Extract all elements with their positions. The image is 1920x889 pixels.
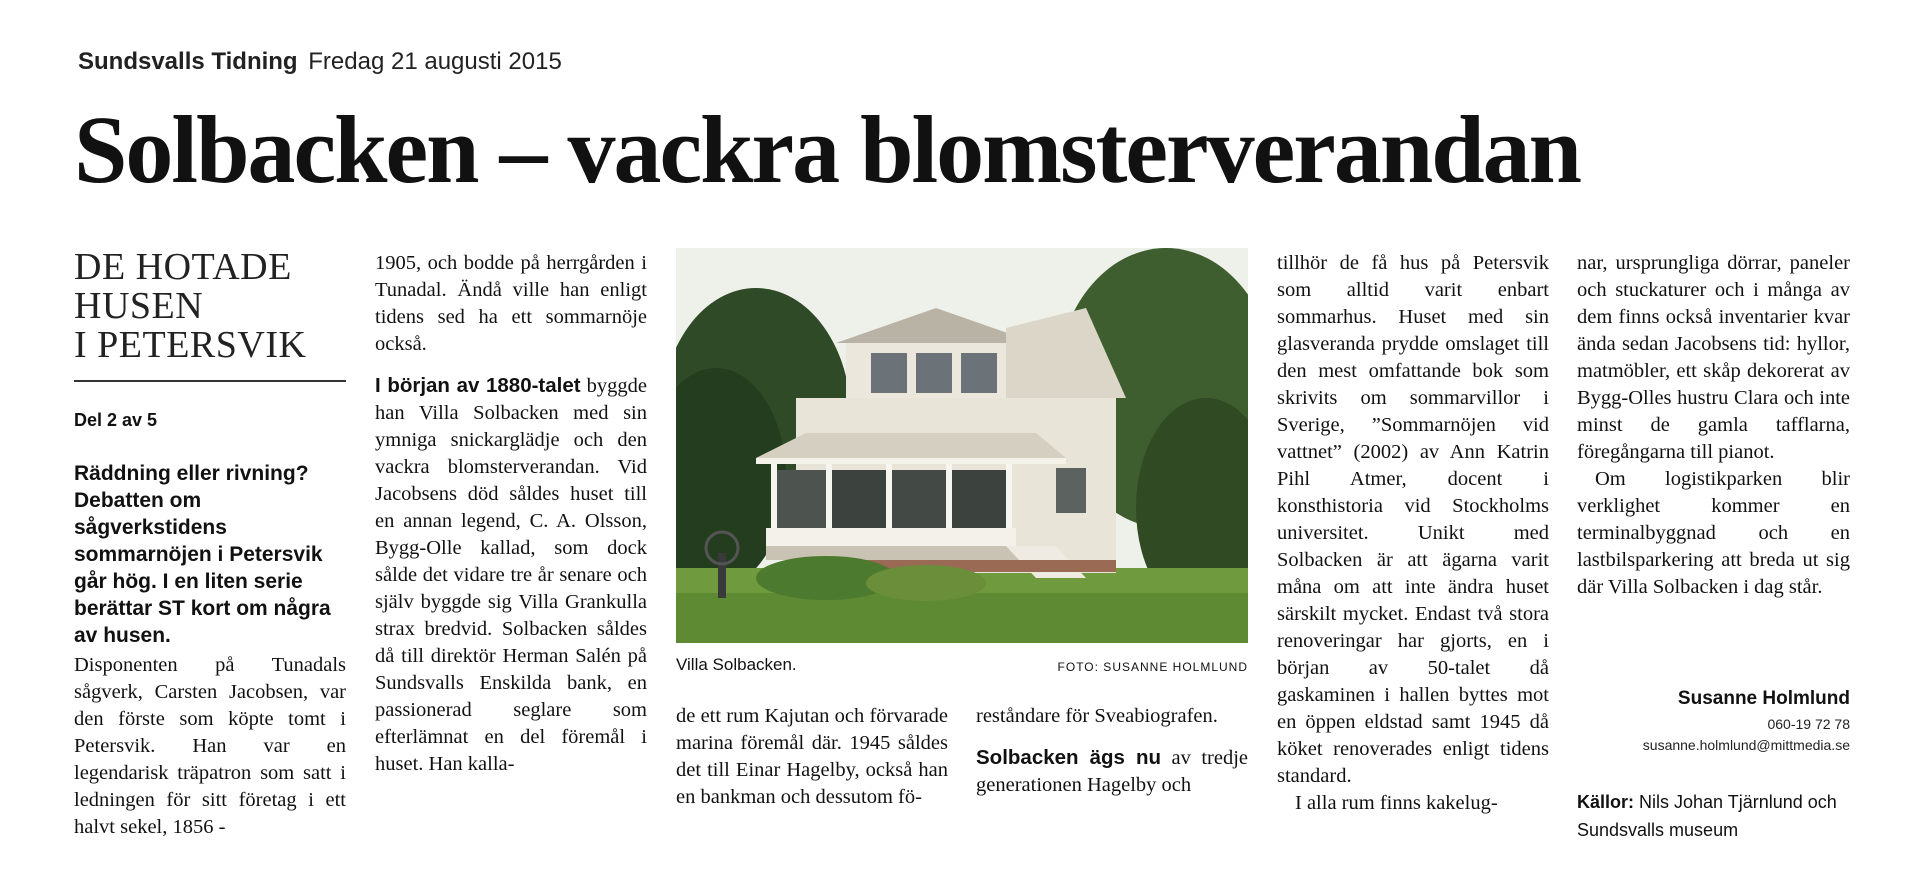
sources-text: Nils Johan Tjärnlund och Sundsvalls museum — [1577, 792, 1837, 840]
house-illustration — [676, 248, 1248, 643]
body-paragraph — [976, 744, 1248, 799]
column-3 — [676, 703, 948, 811]
body-paragraph — [375, 372, 647, 778]
body-paragraph: Om logistikparken blir verklighet kommer en terminalbyggnad och en lastbilsparkering att breda ut sig där Villa Solbacken i dag står. — [1577, 468, 1850, 598]
section-divider — [74, 380, 346, 382]
series-part: Del 2 av 5 — [74, 410, 158, 430]
column-2 — [375, 250, 647, 778]
byline-email: susanne.holmlund@mittmedia.se — [1642, 737, 1850, 753]
byline-phone: 060-19 72 78 — [1767, 716, 1850, 732]
newspaper-name: Sundsvalls Tidning — [78, 48, 298, 75]
column-6 — [1577, 250, 1850, 601]
headline: Solbacken – vackra blomsterverandan — [74, 96, 1581, 203]
section-title-line: I PETERSVIK — [74, 324, 307, 366]
section-title-line: DE HOTADE — [74, 246, 292, 288]
column-5 — [1277, 250, 1549, 817]
body-paragraph: reståndare för Sveabiografen. — [976, 705, 1218, 727]
masthead — [78, 48, 562, 76]
body-paragraph: Disponenten på Tunadals sågverk, Carsten Jacobsen, var den förste som köpte tomt i Petersvik. Han var en legendarisk träpatron som satt i ledningen för sitt företag i ett halvt sekel, 1856 - — [74, 654, 346, 838]
body-paragraph: nar, ursprungliga dörrar, paneler och stuckaturer och i många av dem finns också inventarier kvar ända sedan Jacobsens tid: hyllor, matmöbler, ett skåp dekorerat av Bygg-Olles hustru Clara och inte minst de gamla tafflarna, föregångarna till pianot. — [1577, 252, 1850, 463]
photo-villa-solbacken — [676, 248, 1248, 643]
sources — [1577, 788, 1850, 844]
photo-credit: FOTO: SUSANNE HOLMLUND — [1057, 660, 1248, 674]
body-paragraph: de ett rum Kajutan och förvarade marina föremål där. 1945 såldes det till Einar Hagelby, också han en bankman och dessutom fö- — [676, 705, 948, 808]
column-1 — [74, 652, 346, 841]
body-paragraph: 1905, och bodde på herrgården i Tunadal. Ändå ville han enligt tidens sed ha ett sommarnöje också. — [375, 252, 647, 355]
lead-in: Solbacken ägs nu — [976, 746, 1162, 769]
lead-in: I början av 1880-talet — [375, 374, 581, 397]
body-text: av tredje generationen Hagelby och — [976, 747, 1248, 796]
photo-caption: Villa Solbacken. — [676, 655, 797, 674]
body-paragraph: tillhör de få hus på Petersvik som alltid varit enbart sommarhus. Huset med sin glasveranda prydde omslaget till den mest omfattande bok som skrivits om sommarvillor i Sverige, ”Sommarnöjen vid vattnet” (2002) av Ann Katrin Pihl Atmer, docent i konsthistoria vid Stockholms universitet. Unikt med Solbacken är att ägarna varit måna om att inte ändra huset särskilt mycket. Endast två stora renoveringar har gjorts, en i början av 50-talet då gaskaminen i hallen byttes mot en öppen eldstad samt 1945 då köket renoverades enligt tidens standard. — [1277, 252, 1549, 787]
section-title-line: HUSEN — [74, 285, 204, 327]
body-text: byggde han Villa Solbacken med sin ymniga snickarglädje och den vackra blomsterverandan. Vid Jacobsens död såldes huset till en annan legend, C. A. Olsson, Bygg-Olle kallad, som dock sålde det vidare tre år senare och själv byggde sig Villa Grankulla strax bredvid. Solbacken såldes då till direktör Herman Salén på Sundsvalls Enskilda bank, en passionerad seglare som efterlämnat en del föremål i huset. Han kalla- — [375, 375, 647, 775]
issue-date: Fredag 21 augusti 2015 — [308, 48, 562, 75]
sources-label: Källor: — [1577, 792, 1635, 812]
section-title — [74, 248, 344, 365]
byline-name: Susanne Holmlund — [1677, 688, 1850, 709]
body-paragraph: I alla rum finns kakelug- — [1295, 792, 1498, 814]
ingress: Räddning eller rivning? Debatten om sågverkstidens sommarnöjen i Petersvik går hög. I en liten serie berättar ST kort om några av husen. — [74, 462, 331, 647]
column-4 — [976, 703, 1248, 799]
